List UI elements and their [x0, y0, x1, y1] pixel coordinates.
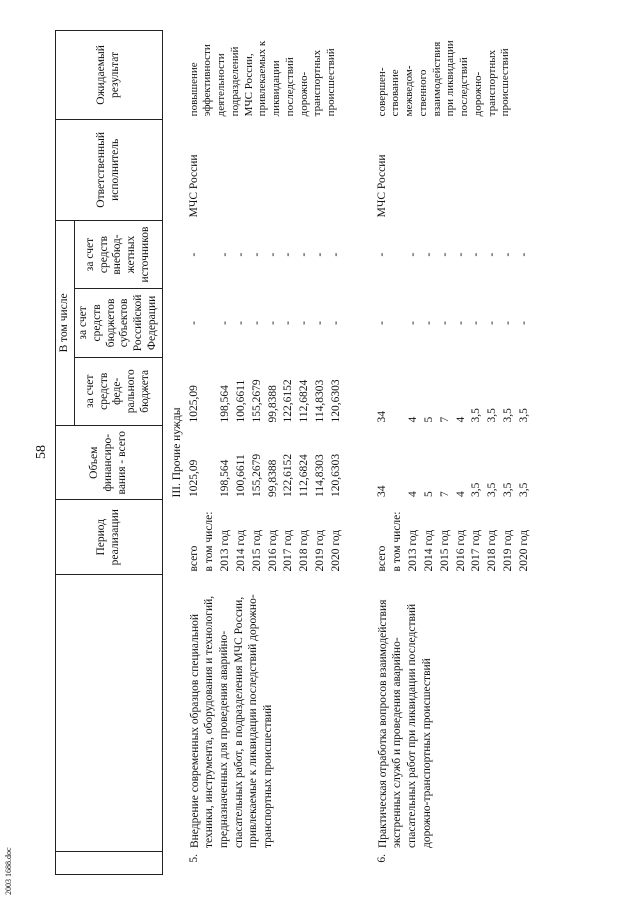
- item-gap: [345, 31, 375, 875]
- federal-cell: 4: [454, 416, 467, 423]
- regional-cell: -: [486, 320, 499, 325]
- period-cell: 2018 год: [486, 529, 499, 572]
- regional-cell: -: [187, 320, 200, 325]
- extra-cell: -: [266, 252, 279, 257]
- extra-cell: -: [422, 252, 435, 257]
- header-num: [56, 851, 163, 874]
- period-cell: 2016 год: [454, 529, 467, 572]
- total-cell: 120,6303: [329, 453, 342, 497]
- regional-cell: -: [501, 320, 514, 325]
- total-cell: 5: [422, 491, 435, 497]
- period-cell: 2016 год: [266, 529, 279, 572]
- total-cell: 4: [407, 491, 420, 497]
- header-regional: за счет средств бюджетов субъектов Российской Федерации: [75, 289, 163, 357]
- program-table: [55, 30, 533, 875]
- regional-cell: -: [422, 320, 435, 325]
- regional-cell: -: [250, 320, 263, 325]
- footer-file-code: 2003 1688.doc: [4, 847, 13, 895]
- total-cell: 7: [438, 491, 451, 497]
- regional-cell: -: [313, 320, 326, 325]
- period-cell: 2019 год: [501, 529, 514, 572]
- federal-cell: 122,6152: [282, 379, 295, 423]
- extra-cell: -: [470, 252, 483, 257]
- period-cell: 2014 год: [234, 529, 247, 572]
- period-cell: 2018 год: [298, 529, 311, 572]
- total-cell: 99,8388: [266, 459, 279, 497]
- period-cell: 2020 год: [329, 529, 342, 572]
- federal-cell: 3,5: [501, 408, 514, 423]
- federal-cell: 114,8303: [313, 379, 326, 423]
- regional-cell: -: [517, 320, 530, 325]
- total-cell: 34: [375, 485, 388, 497]
- item-number: 6.: [375, 854, 388, 863]
- header-result: Ожидаемый результат: [56, 31, 163, 120]
- federal-cell: [390, 357, 406, 425]
- federal-cell: 120,6303: [329, 379, 342, 423]
- table-body: [162, 31, 532, 875]
- total-cell: 4: [454, 491, 467, 497]
- regional-cell: -: [407, 320, 420, 325]
- federal-cell: 3,5: [470, 408, 483, 423]
- item-name: Внедрение современных образцов специальной техники, инструмента, оборудования и технологий, предназначенных для проведения аварийно-спасательных работ, в подразделения МЧС России, привлекаемые к ликвидации последствий дорожно-транспортных происшествий: [188, 594, 275, 849]
- federal-cell: 112,6824: [298, 379, 311, 423]
- period-cell: 2015 год: [438, 529, 451, 572]
- extra-cell: -: [298, 252, 311, 257]
- header-extra: за счет средств внебюд-жетных источников: [75, 220, 163, 288]
- period-cell: в том числе:: [391, 511, 404, 572]
- regional-cell: [390, 289, 406, 357]
- period-cell: 2013 год: [219, 529, 232, 572]
- header-in-total: В том числе: [56, 220, 75, 425]
- extra-cell: -: [282, 252, 295, 257]
- extra-cell: [390, 220, 406, 288]
- federal-cell: 3,5: [486, 408, 499, 423]
- regional-cell: -: [470, 320, 483, 325]
- period-cell: в том числе:: [203, 511, 216, 572]
- regional-cell: -: [219, 320, 232, 325]
- regional-cell: -: [282, 320, 295, 325]
- extra-cell: -: [313, 252, 326, 257]
- header-executor: Ответственный исполнитель: [56, 119, 163, 220]
- extra-cell: -: [501, 252, 514, 257]
- item-result: повышение эффективности деятельности подразделений МЧС России, привлекаемых к ликвидации последствий дорожно-транспортных происшествий: [187, 40, 338, 117]
- extra-cell: -: [250, 252, 263, 257]
- total-cell: [202, 425, 218, 500]
- regional-cell: [202, 289, 218, 357]
- federal-cell: 34: [375, 410, 388, 423]
- period-cell: 2017 год: [470, 529, 483, 572]
- regional-cell: -: [454, 320, 467, 325]
- federal-cell: 5: [422, 416, 435, 423]
- extra-cell: -: [187, 252, 200, 257]
- federal-cell: 99,8388: [266, 385, 279, 423]
- section-title: III. Прочие нужды: [170, 407, 183, 498]
- federal-cell: 1025,09: [187, 385, 200, 423]
- federal-cell: [202, 357, 218, 425]
- total-cell: 112,6824: [298, 454, 311, 497]
- federal-cell: 155,2679: [250, 379, 263, 423]
- period-cell: всего: [375, 545, 388, 572]
- page-number: 58: [34, 445, 49, 459]
- total-cell: 3,5: [486, 482, 499, 497]
- total-cell: 155,2679: [250, 453, 263, 497]
- extra-cell: -: [486, 252, 499, 257]
- total-cell: 114,8303: [313, 454, 326, 497]
- federal-cell: 198,564: [219, 385, 232, 423]
- regional-cell: -: [438, 320, 451, 325]
- extra-cell: -: [517, 252, 530, 257]
- extra-cell: -: [407, 252, 420, 257]
- total-cell: 198,564: [219, 459, 232, 497]
- item-executor: МЧС России: [375, 154, 388, 218]
- total-cell: 122,6152: [282, 453, 295, 497]
- extra-cell: -: [329, 252, 342, 257]
- extra-cell: [202, 220, 218, 288]
- item-name: Практическая отработка вопросов взаимодействия экстренных служб и проведения аварийно-спасательных работ при ликвидации последствий дорожно-транспортных происшествий: [376, 599, 433, 849]
- regional-cell: -: [329, 320, 342, 325]
- total-cell: 3,5: [501, 482, 514, 497]
- period-cell: 2020 год: [517, 529, 530, 572]
- federal-cell: 4: [407, 416, 420, 423]
- header-total: Объем финансиро-вания - всего: [56, 425, 163, 500]
- period-cell: 2017 год: [282, 529, 295, 572]
- header-federal: за счет средств феде-рального бюджета: [75, 357, 163, 425]
- extra-cell: -: [234, 252, 247, 257]
- period-cell: 2015 год: [250, 529, 263, 572]
- period-cell: 2019 год: [313, 529, 326, 572]
- total-cell: [390, 425, 406, 500]
- regional-cell: -: [375, 320, 388, 325]
- extra-cell: -: [438, 252, 451, 257]
- regional-cell: -: [266, 320, 279, 325]
- period-cell: 2014 год: [422, 529, 435, 572]
- period-cell: 2013 год: [407, 529, 420, 572]
- federal-cell: 7: [438, 416, 451, 423]
- federal-cell: 100,6611: [234, 379, 247, 423]
- item-number: 5.: [187, 854, 200, 863]
- federal-cell: 3,5: [517, 408, 530, 423]
- item-result: совершен-ствование межведом-ственного взаимодействия при ликвидации последствий дорожно-транспортных происшествий: [375, 40, 512, 117]
- total-cell: 1025,09: [187, 459, 200, 497]
- item-executor: МЧС России: [187, 154, 200, 218]
- extra-cell: -: [454, 252, 467, 257]
- document-sheet: [55, 30, 635, 875]
- regional-cell: -: [298, 320, 311, 325]
- table-row: [187, 31, 203, 875]
- period-cell: всего: [187, 545, 200, 572]
- header-period: Период реализации: [56, 500, 163, 575]
- extra-cell: -: [219, 252, 232, 257]
- total-cell: 3,5: [517, 482, 530, 497]
- total-cell: 100,6611: [234, 454, 247, 497]
- total-cell: 3,5: [470, 482, 483, 497]
- regional-cell: -: [234, 320, 247, 325]
- extra-cell: -: [375, 252, 388, 257]
- header-name: [56, 574, 163, 851]
- table-row: [375, 31, 391, 875]
